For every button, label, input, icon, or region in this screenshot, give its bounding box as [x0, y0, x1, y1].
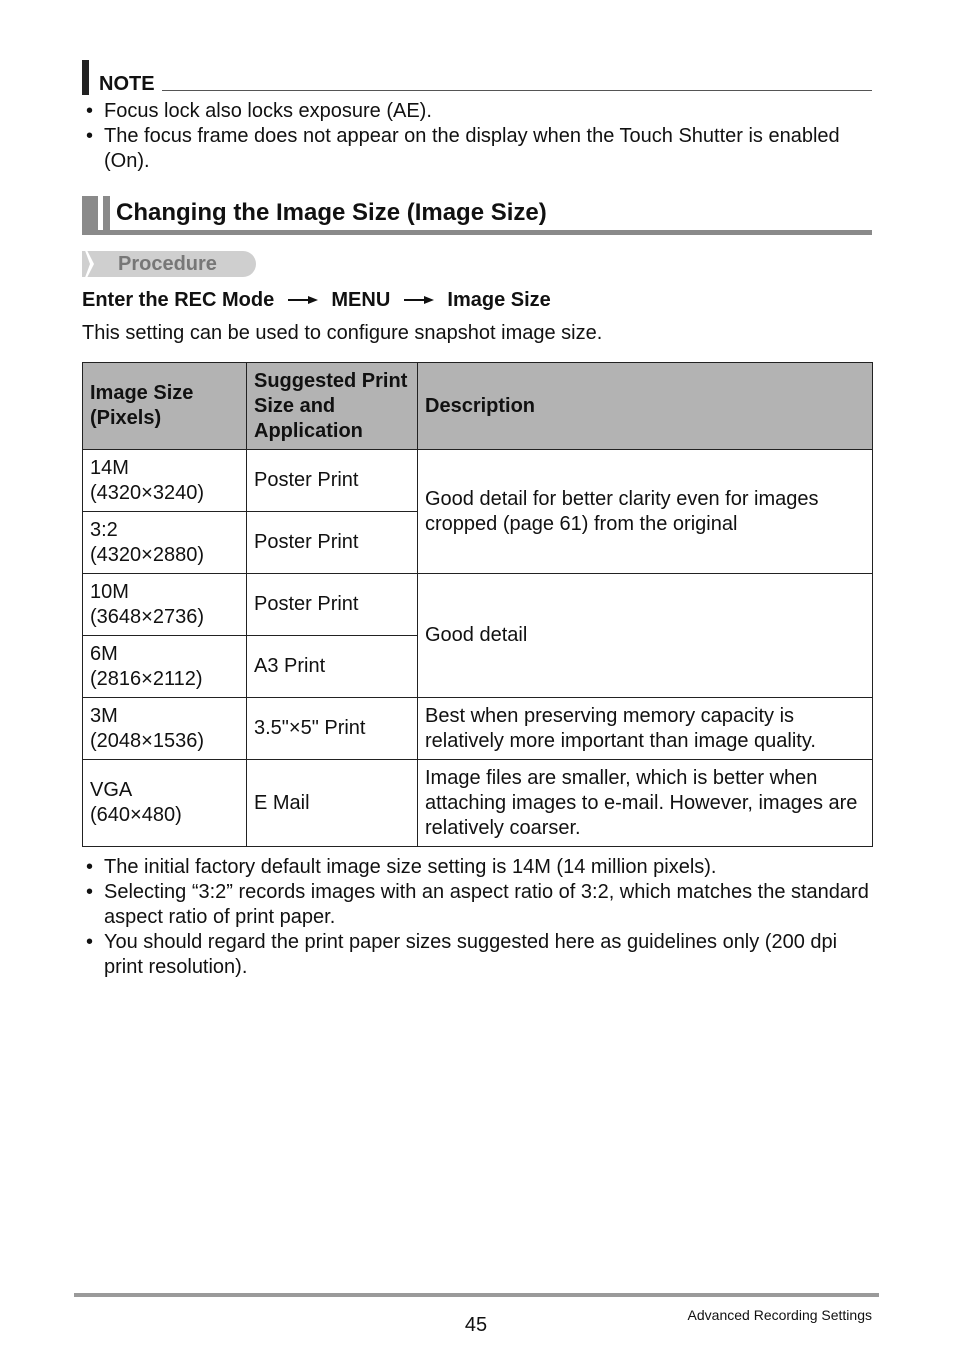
notes-item: • You should regard the print paper sizes suggested here as guidelines only (200 dpi print resolution). — [82, 930, 872, 980]
footer-rule — [74, 1293, 879, 1297]
note-list — [82, 99, 872, 174]
print-size-cell: Poster Print — [247, 450, 418, 512]
note-divider — [162, 90, 872, 91]
table-row — [83, 574, 873, 636]
table-header-row — [83, 363, 873, 450]
description-cell: Good detail for better clarity even for images cropped (page 61) from the original — [418, 450, 873, 574]
table-row — [83, 698, 873, 760]
image-size-cell: 14M (4320×3240) — [83, 450, 247, 512]
footer-section-name: Advanced Recording Settings — [687, 1307, 872, 1323]
procedure-intro: This setting can be used to configure snapshot image size. — [82, 322, 603, 344]
arrow-right-icon — [288, 295, 318, 305]
menu-path-step: Enter the REC Mode — [82, 289, 275, 311]
table-row — [83, 450, 873, 512]
section-title: Changing the Image Size (Image Size) — [116, 199, 547, 226]
print-size-cell: 3.5"×5" Print — [247, 698, 418, 760]
note-label: NOTE — [99, 73, 155, 95]
table-row — [83, 760, 873, 847]
notes-list — [82, 855, 872, 980]
menu-path-step: Image Size — [447, 289, 551, 311]
description-cell: Best when preserving memory capacity is relatively more important than image quality. — [418, 698, 873, 760]
section-heading-bar — [82, 196, 98, 231]
table-header: Description — [418, 363, 873, 450]
table-header: Suggested Print Size and Application — [247, 363, 418, 450]
note-item: • Focus lock also locks exposure (AE). — [82, 99, 872, 124]
print-size-cell: E Mail — [247, 760, 418, 847]
image-size-cell: VGA (640×480) — [83, 760, 247, 847]
print-size-cell: Poster Print — [247, 574, 418, 636]
section-rule — [82, 230, 872, 235]
image-size-cell: 10M (3648×2736) — [83, 574, 247, 636]
description-cell: Image files are smaller, which is better when attaching images to e-mail. However, images are relatively coarser. — [418, 760, 873, 847]
image-size-cell: 3:2 (4320×2880) — [83, 512, 247, 574]
section-heading-bar — [103, 196, 110, 231]
page-number: 45 — [464, 1314, 488, 1336]
procedure-label: Procedure — [118, 253, 217, 275]
arrow-right-icon — [404, 295, 434, 305]
note-bar — [82, 60, 89, 95]
image-size-table — [82, 362, 873, 847]
image-size-cell: 6M (2816×2112) — [83, 636, 247, 698]
note-item: • The focus frame does not appear on the display when the Touch Shutter is enabled (On). — [82, 124, 872, 174]
description-cell: Good detail — [418, 574, 873, 698]
notes-item: • The initial factory default image size setting is 14M (14 million pixels). — [82, 855, 872, 880]
table-header: Image Size (Pixels) — [83, 363, 247, 450]
notes-item: • Selecting “3:2” records images with an aspect ratio of 3:2, which matches the standard aspect ratio of print paper. — [82, 880, 872, 930]
menu-path-step: MENU — [331, 289, 391, 311]
print-size-cell: A3 Print — [247, 636, 418, 698]
print-size-cell: Poster Print — [247, 512, 418, 574]
image-size-cell: 3M (2048×1536) — [83, 698, 247, 760]
menu-path — [82, 287, 551, 313]
